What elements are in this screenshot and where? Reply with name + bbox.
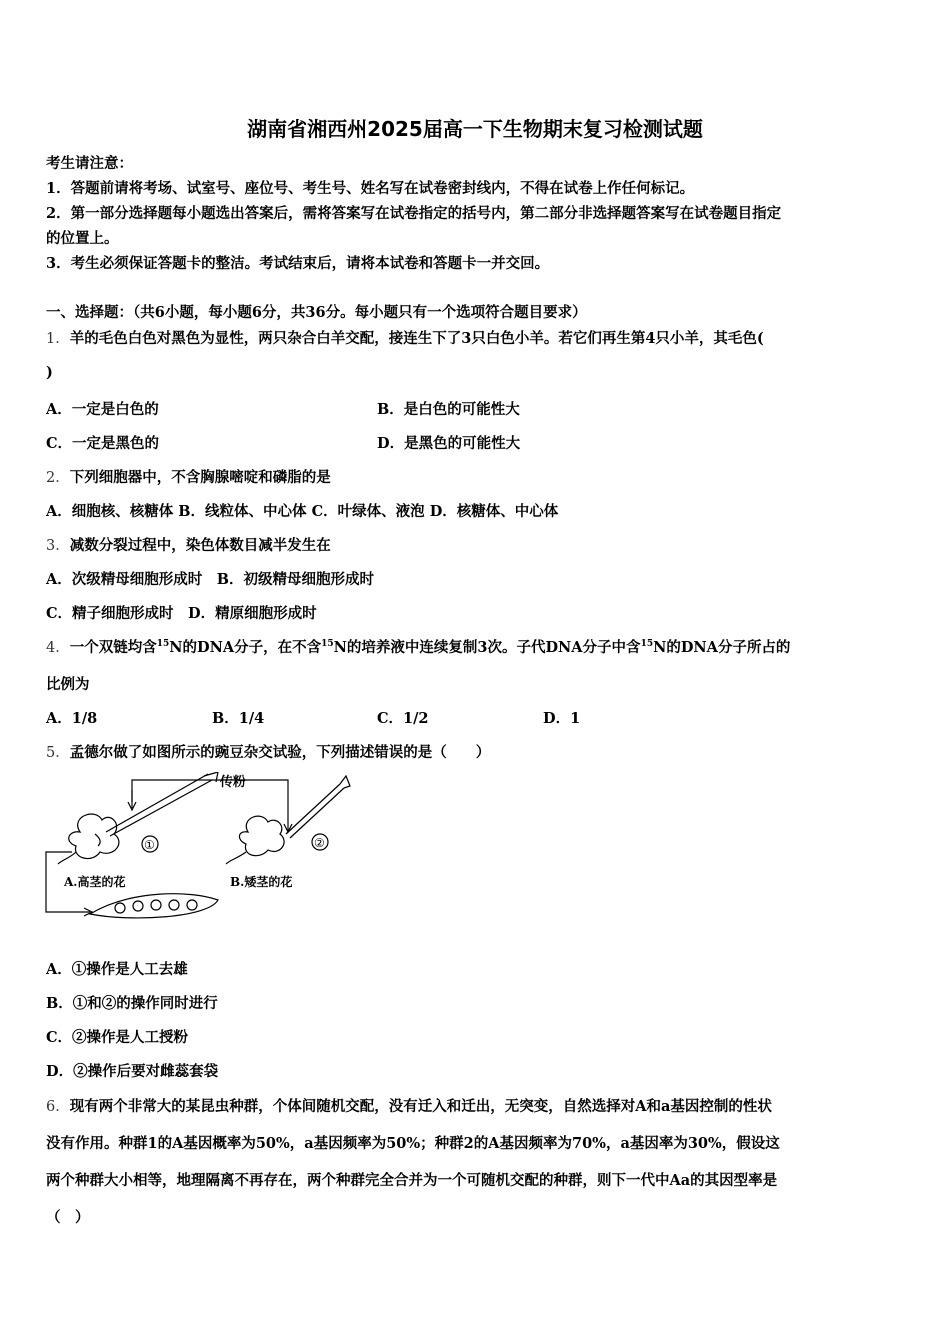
question-1 <box>46 327 764 348</box>
superscript: 15 <box>640 639 654 650</box>
question-3 <box>46 534 331 555</box>
question-4-cont: 比例为 <box>46 676 90 693</box>
option-b: B．1/4 <box>212 710 265 727</box>
figure-circle-1: ① <box>144 838 155 852</box>
pea-icon <box>187 900 197 910</box>
option-b: B．是白色的可能性大 <box>377 401 520 418</box>
flower-a-stem <box>58 852 76 864</box>
flower-b-stem <box>226 852 246 864</box>
option-d: D．②操作后要对雌蕊套袋 <box>46 1063 219 1080</box>
question-text: N的培养液中连续复制3次。子代DNA分子中含 <box>333 639 641 656</box>
figure-circle-2: ② <box>314 836 325 850</box>
question-text: 现有两个非常大的某昆虫种群，个体间随机交配，没有迁入和迁出，无突变，自然选择对A和a基因控制的性状 <box>69 1098 772 1115</box>
superscript: 15 <box>321 639 334 650</box>
brush-icon <box>286 784 340 834</box>
pea-icon <box>151 900 161 910</box>
option-a: A．1/8 <box>46 710 98 727</box>
question-text: 下列细胞器中，不含胸腺嘧啶和磷脂的是 <box>69 469 331 486</box>
question-number: 4． <box>46 640 70 656</box>
option-a: A．①操作是人工去雄 <box>46 961 188 978</box>
notice-item-3: 3．考生必须保证答题卡的整洁。考试结束后，请将本试卷和答题卡一并交回。 <box>46 255 550 272</box>
option-d: D．1 <box>543 710 581 727</box>
question-number: 6． <box>46 1099 70 1115</box>
question-text: 孟德尔做了如图所示的豌豆杂交试验，下列描述错误的是（ ） <box>69 744 491 761</box>
question-6-line-4: （ ） <box>46 1209 90 1226</box>
question-number: 1． <box>46 331 70 347</box>
option-d: D．是黑色的可能性大 <box>377 435 521 452</box>
tweezers-icon <box>106 774 208 832</box>
pea-icon <box>115 903 125 913</box>
notice-item-1: 1．答题前请将考场、试室号、座位号、考生号、姓名写在试卷密封线内，不得在试卷上作任何标记。 <box>46 180 695 197</box>
question-text: 一个双链均含 <box>69 639 157 656</box>
pea-icon <box>169 900 179 910</box>
question-text: 羊的毛色白色对黑色为显性，两只杂合白羊交配，接连生下了3只白色小羊。若它们再生第4只小羊，其毛色( <box>69 330 764 347</box>
question-3-options-ab: A．次级精母细胞形成时 B．初级精母细胞形成时 <box>46 571 375 588</box>
question-6-line-3: 两个种群大小相等，地理隔离不再存在，两个种群完全合并为一个可随机交配的种群，则下一代中Aa的其因型率是 <box>46 1172 778 1189</box>
question-3-options-cd: C．精子细胞形成时 D．精原细胞形成时 <box>46 605 317 622</box>
tweezers-icon <box>110 780 212 836</box>
figure-label-a: A.高茎的花 <box>64 875 126 889</box>
page-title: 湖南省湘西州2025届高一下生物期末复习检测试题 <box>247 117 703 141</box>
question-text: 减数分裂过程中，染色体数目减半发生在 <box>69 537 331 554</box>
question-2 <box>46 466 331 487</box>
question-number: 2． <box>46 470 70 486</box>
transfer-line <box>132 780 288 832</box>
notice-heading: 考生请注意： <box>46 155 133 172</box>
option-c: C．一定是黑色的 <box>46 435 160 452</box>
option-b: B．①和②的操作同时进行 <box>46 995 218 1012</box>
figure-label-pollination: 传粉 <box>220 775 247 790</box>
flower-a-detail <box>95 834 100 846</box>
notice-item-2: 2．第一部分选择题每小题选出答案后，需将答案写在试卷指定的括号内，第二部分非选择题答案写在试卷题目指定 <box>46 205 782 222</box>
flower-b-icon <box>239 816 284 856</box>
question-text: N的DNA分子所占的 <box>653 639 791 656</box>
question-number: 3． <box>46 538 70 554</box>
option-c: C．1/2 <box>377 710 429 727</box>
question-text: N的DNA分子，在不含 <box>169 639 322 656</box>
brush-icon <box>290 788 344 838</box>
pea-icon <box>133 901 143 911</box>
figure-label-b: B.矮茎的花 <box>230 875 293 889</box>
option-a: A．一定是白色的 <box>46 401 159 418</box>
pea-pod-icon <box>90 894 218 918</box>
question-6-line-2: 没有作用。种群1的A基因概率为50%，a基因频率为50%；种群2的A基因频率为70%，a基因率为30%，假设这 <box>46 1135 780 1152</box>
flower-a-icon <box>69 814 119 859</box>
question-6 <box>46 1095 772 1116</box>
question-number: 5． <box>46 745 70 761</box>
question-2-options: A．细胞核、核糖体 B．线粒体、中心体 C．叶绿体、液泡 D．核糖体、中心体 <box>46 503 559 520</box>
pea-cross-figure <box>40 772 360 922</box>
brush-tip <box>340 776 350 788</box>
option-c: C．②操作是人工授粉 <box>46 1029 189 1046</box>
section-heading: 一、选择题：（共6小题，每小题6分，共36分。每小题只有一个选项符合题目要求） <box>46 304 587 321</box>
question-1-cont: ) <box>46 364 53 381</box>
question-4 <box>46 636 790 657</box>
notice-item-2-cont: 的位置上。 <box>46 230 119 247</box>
superscript: 15 <box>156 639 170 650</box>
question-5 <box>46 741 490 762</box>
